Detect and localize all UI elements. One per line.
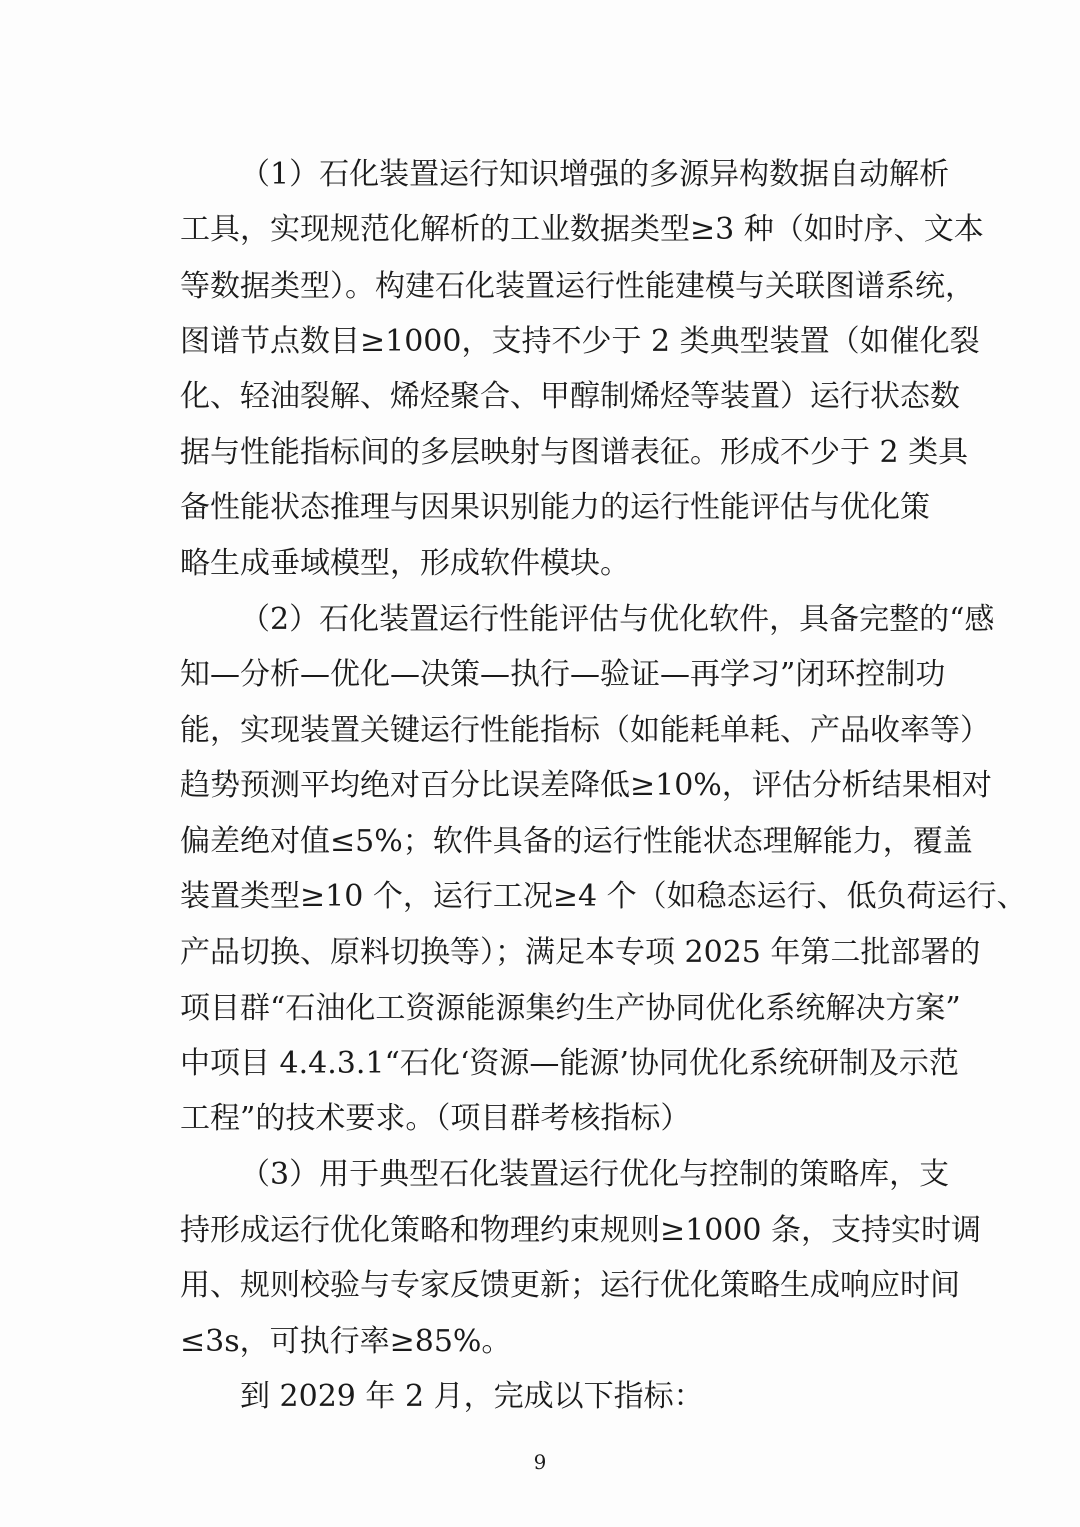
paragraph-4-line-1: 到 2029 年 2 月，完成以下指标： [240, 1379, 704, 1414]
paragraph-2-line-5: 偏差绝对值≤5%；软件具备的运行性能状态理解能力，覆盖 [180, 824, 973, 859]
paragraph-1-line-4: 图谱节点数目≥1000，支持不少于 2 类典型装置（如催化裂 [180, 324, 980, 359]
paragraph-3-line-4: ≤3s，可执行率≥85%。 [180, 1324, 512, 1359]
paragraph-3-line-3: 用、规则校验与专家反馈更新；运行优化策略生成响应时间 [180, 1268, 960, 1303]
paragraph-2-line-4: 趋势预测平均绝对百分比误差降低≥10%，评估分析结果相对 [180, 768, 992, 803]
paragraph-3-line-2: 持形成运行优化策略和物理约束规则≥1000 条，支持实时调 [180, 1213, 982, 1248]
paragraph-2-line-6: 装置类型≥10 个，运行工况≥4 个（如稳态运行、低负荷运行、 [180, 879, 1027, 914]
paragraph-1-line-5: 化、轻油裂解、烯烃聚合、甲醇制烯烃等装置）运行状态数 [180, 379, 960, 414]
paragraph-1-line-7: 备性能状态推理与因果识别能力的运行性能评估与优化策 [180, 490, 930, 525]
paragraph-1-line-2: 工具，实现规范化解析的工业数据类型≥3 种（如时序、文本 [180, 212, 984, 247]
paragraph-2-line-2: 知—分析—优化—决策—执行—验证—再学习”闭环控制功 [180, 657, 946, 692]
paragraph-2-line-7: 产品切换、原料切换等）；满足本专项 2025 年第二批部署的 [180, 935, 981, 970]
paragraph-2-line-1: （2）石化装置运行性能评估与优化软件，具备完整的“感 [240, 602, 995, 637]
paragraph-3-line-1: （3）用于典型石化装置运行优化与控制的策略库，支 [240, 1157, 950, 1192]
paragraph-2-line-10: 工程”的技术要求。（项目群考核指标） [180, 1101, 691, 1136]
paragraph-1-line-1: （1）石化装置运行知识增强的多源异构数据自动解析 [240, 157, 950, 192]
paragraph-1-line-6: 据与性能指标间的多层映射与图谱表征。形成不少于 2 类具 [180, 435, 969, 470]
page-number: 9 [533, 1450, 547, 1474]
paragraph-2-line-9: 中项目 4.4.3.1“石化‘资源—能源’协同优化系统研制及示范 [180, 1046, 959, 1081]
paragraph-1-line-3: 等数据类型）。构建石化装置运行性能建模与关联图谱系统， [180, 269, 975, 304]
paragraph-2-line-3: 能，实现装置关键运行性能指标（如能耗单耗、产品收率等） [180, 713, 990, 748]
paragraph-1-line-8: 略生成垂域模型，形成软件模块。 [180, 546, 630, 581]
paragraph-2-line-8: 项目群“石油化工资源能源集约生产协同优化系统解决方案” [180, 991, 961, 1026]
